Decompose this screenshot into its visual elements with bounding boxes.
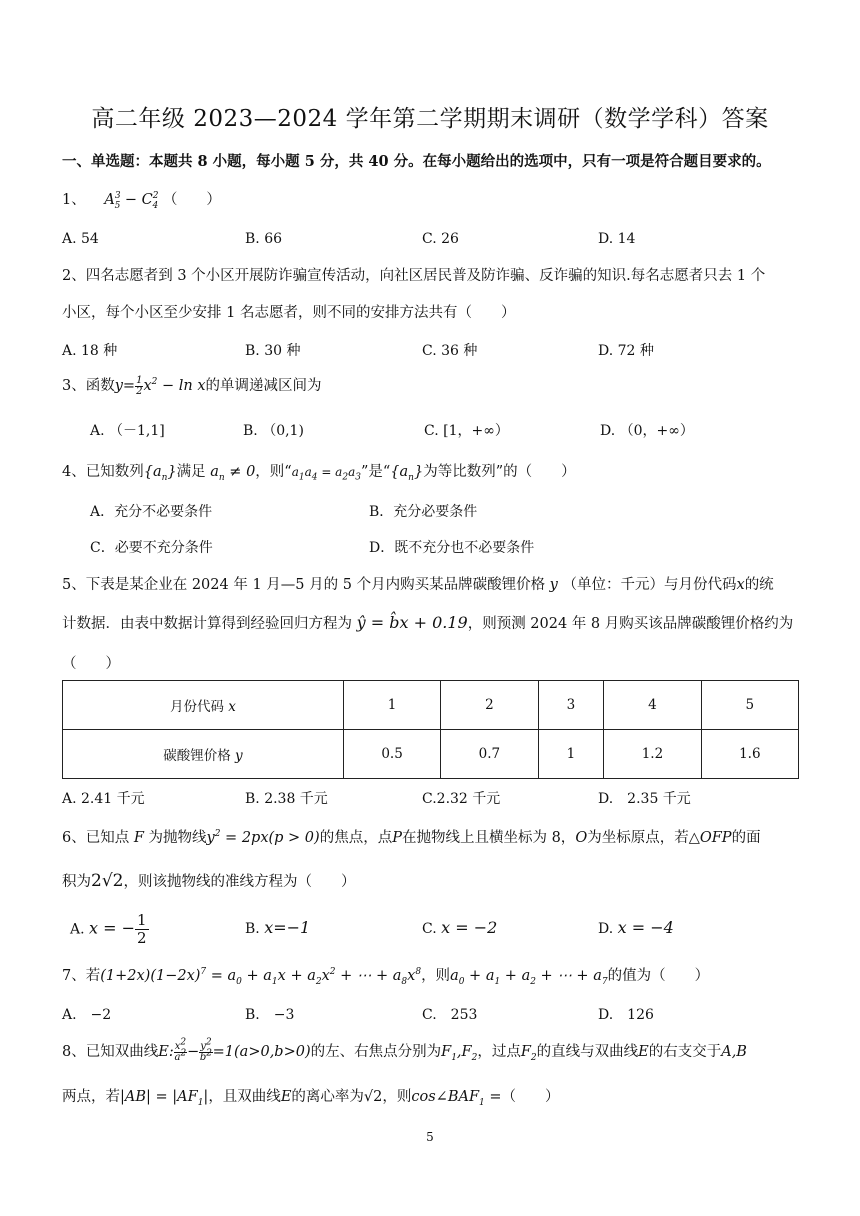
- q1-option-a: A. 54: [62, 231, 99, 247]
- table-cell: 0.5: [343, 730, 440, 779]
- q5-option-d: D. 2.35 千元: [598, 791, 691, 807]
- question-8-line-1: 8、已知双曲线E: $\frac{x^2}{a^2}$ − $\frac{y^2}{b^2}$ =1(a>0,b>0)的左、右焦点分别为$F_1,F_2$，过点$F_2$的直线与双曲线E的右支交于A,B: [62, 1037, 747, 1063]
- question-4: [62, 460, 798, 481]
- question-1-number: 1、: [62, 192, 86, 208]
- q3-option-c: C. [1，+∞）: [424, 423, 509, 439]
- question-5-line-1b: （单位：千元）与月份代码: [562, 577, 737, 593]
- question-7-suffix: 的值为（ ）: [607, 968, 710, 984]
- question-7-prefix: 7、若: [62, 968, 101, 984]
- data-table: [62, 680, 799, 779]
- question-7: 7、若$(1+2x)(1-2x)^7 = a_0 + a_1x + a_2x^2$ + ⋯ + $a_8x^8$，则$a_0 + a_1 + a_2$ + ⋯ + $a_7$的值为（ ）: [62, 967, 710, 987]
- table-cell-label: 碳酸锂价格 y: [63, 730, 344, 779]
- q7-option-b: B. −3: [245, 1007, 295, 1023]
- question-6-line-1f: 的面: [731, 830, 761, 846]
- question-6-line-2b: ，则该抛物线的准线方程为（ ）: [123, 874, 356, 890]
- q7-option-c: C. 253: [422, 1007, 478, 1023]
- question-4-mid-3: ”是“: [360, 464, 391, 480]
- q6-option-d: D. x = −4: [598, 918, 674, 937]
- question-8-line-2d: ，则: [382, 1089, 412, 1105]
- q4-option-c: C．必要不充分条件: [90, 540, 213, 556]
- condition-formula: $a_1a_4 = a_2a_3$: [291, 465, 361, 483]
- table-row: [63, 730, 799, 779]
- q3-option-d: D. （0，+∞）: [600, 423, 694, 439]
- q7-option-a: A. −2: [62, 1007, 112, 1023]
- question-4-mid-2: ，则“: [255, 464, 292, 480]
- question-8-line-1c: ，过点: [477, 1044, 521, 1060]
- question-6-line-1e: 为坐标原点，若△: [587, 830, 700, 846]
- q4-option-a: A．充分不必要条件: [90, 504, 213, 520]
- question-6-line-1a: 6、已知点: [62, 830, 130, 846]
- question-3-formula: y= $\frac{1}{2}$ $x^2 - \ln x$: [114, 374, 206, 397]
- table-cell-label: 月份代码 x: [63, 681, 344, 730]
- q1-option-b: B. 66: [245, 231, 283, 247]
- question-3-suffix: 的单调递减区间为: [205, 378, 322, 394]
- page-title: 高二年级 2023—2024 学年第二学期期末调研（数学学科）答案: [91, 106, 769, 132]
- question-2-line-1: 2、四名志愿者到 3 个小区开展防诈骗宣传活动，向社区居民普及防诈骗、反诈骗的知识.每名志愿者只去 1 个: [62, 268, 766, 284]
- q3-option-b: B. （0,1): [243, 423, 304, 439]
- sequence-an: $\{a_n\}$: [143, 464, 177, 483]
- table-cell: 1.2: [604, 730, 701, 779]
- table-cell: 5: [701, 681, 798, 730]
- question-1-formula: $A^3_5 - C^2_4$: [104, 191, 159, 211]
- question-1-paren: （ ）: [162, 192, 221, 208]
- table-cell: 2: [441, 681, 538, 730]
- question-2-line-2: 小区，每个小区至少安排 1 名志愿者，则不同的安排方法共有（ ）: [62, 305, 516, 321]
- question-4-suffix: 为等比数列”的（ ）: [423, 464, 576, 480]
- q7-option-d: D. 126: [598, 1007, 654, 1023]
- question-6-line-1c: 的焦点，点: [319, 830, 393, 846]
- question-5-line-1c: 的统: [744, 577, 774, 593]
- q4-option-d: D．既不充分也不必要条件: [369, 540, 535, 556]
- question-6-line-1d: 在抛物线上且横坐标为 8，: [401, 830, 576, 846]
- question-1: [62, 188, 798, 209]
- question-3-prefix: 3、函数: [62, 378, 115, 394]
- question-5-line-2: [62, 612, 798, 633]
- q6-option-a: A. x = − $\frac{1}{2}$: [70, 911, 147, 947]
- question-8-line-2b: ，且双曲线: [208, 1089, 281, 1105]
- question-8-line-2c: 的离心率为: [291, 1089, 364, 1105]
- table-cell: 0.7: [441, 730, 538, 779]
- question-5-line-1a: 5、下表是某企业在 2024 年 1 月—5 月的 5 个月内购买某品牌碳酸锂价格: [62, 577, 546, 593]
- question-5-line-3: （ ）: [62, 656, 120, 672]
- question-6-line-1: 6、已知点 F 为抛物线$y^2 = 2px(p > 0)$的焦点，点P在抛物线上且横坐标为 8，O为坐标原点，若△OFP的面: [62, 829, 761, 846]
- q2-option-a: A. 18 种: [62, 343, 118, 359]
- question-7-mid: ，则: [421, 968, 451, 984]
- q3-option-a: A. （－1,1]: [90, 423, 165, 439]
- q2-option-c: C. 36 种: [422, 343, 478, 359]
- table-cell: 1: [538, 730, 604, 779]
- table-cell: 1.6: [701, 730, 798, 779]
- page-number: 5: [426, 1130, 434, 1144]
- question-8-line-2e: （ ）: [501, 1089, 560, 1105]
- q5-option-c: C.2.32 千元: [422, 791, 501, 807]
- question-8-line-2: 两点，若$|AB| = |AF_1|$，且双曲线E的离心率为√2，则$\cos\angle BAF_1$ =（ ）: [62, 1089, 560, 1108]
- q1-option-d: D. 14: [598, 231, 636, 247]
- an-nonzero: $a_n \ne 0$: [210, 464, 256, 483]
- question-5-line-2b: ，则预测 2024 年 8 月购买该品牌碳酸锂价格约为: [467, 616, 794, 632]
- question-8-line-1e: 的右支交于: [648, 1044, 722, 1060]
- question-5-line-2a: 计数据．由表中数据计算得到经验回归方程为: [62, 616, 352, 632]
- question-8-line-1b: 的左、右焦点分别为: [310, 1044, 442, 1060]
- table-cell: 3: [538, 681, 604, 730]
- q6-option-c: C. x = −2: [422, 918, 498, 937]
- q2-option-d: D. 72 种: [598, 343, 654, 359]
- question-8-line-1a: 8、已知双曲线: [62, 1044, 159, 1060]
- sequence-an-2: $\{a_n\}$: [390, 464, 424, 483]
- q5-option-a: A. 2.41 千元: [62, 791, 145, 807]
- question-5-line-1: 5、下表是某企业在 2024 年 1 月—5 月的 5 个月内购买某品牌碳酸锂价格 y （单位：千元）与月份代码x的统: [62, 577, 774, 593]
- q2-option-b: B. 30 种: [245, 343, 301, 359]
- question-6-line-1b: 为抛物线: [148, 830, 207, 846]
- section-heading: 一、单选题：本题共 8 小题，每小题 5 分，共 40 分。在每小题给出的选项中，只有一项是符合题目要求的。: [62, 153, 771, 170]
- table-row: [63, 681, 799, 730]
- question-4-mid-1: 满足: [176, 464, 206, 480]
- q6-option-b: B. x=−1: [245, 918, 311, 937]
- question-4-prefix: 4、已知数列: [62, 464, 144, 480]
- question-6-line-2a: 积为: [62, 874, 91, 890]
- q1-option-c: C. 26: [422, 231, 459, 247]
- table-cell: 4: [604, 681, 701, 730]
- table-cell: 1: [343, 681, 440, 730]
- question-6-line-2: 积为2√2，则该抛物线的准线方程为（ ）: [62, 871, 356, 891]
- question-8-line-1d: 的直线与双曲线: [536, 1044, 639, 1060]
- q4-option-b: B．充分必要条件: [369, 504, 478, 520]
- question-8-line-2a: 两点，若: [62, 1089, 120, 1105]
- regression-equation: ŷ = b̂x + 0.19: [356, 613, 468, 632]
- q5-option-b: B. 2.38 千元: [245, 791, 328, 807]
- question-3: [62, 374, 798, 397]
